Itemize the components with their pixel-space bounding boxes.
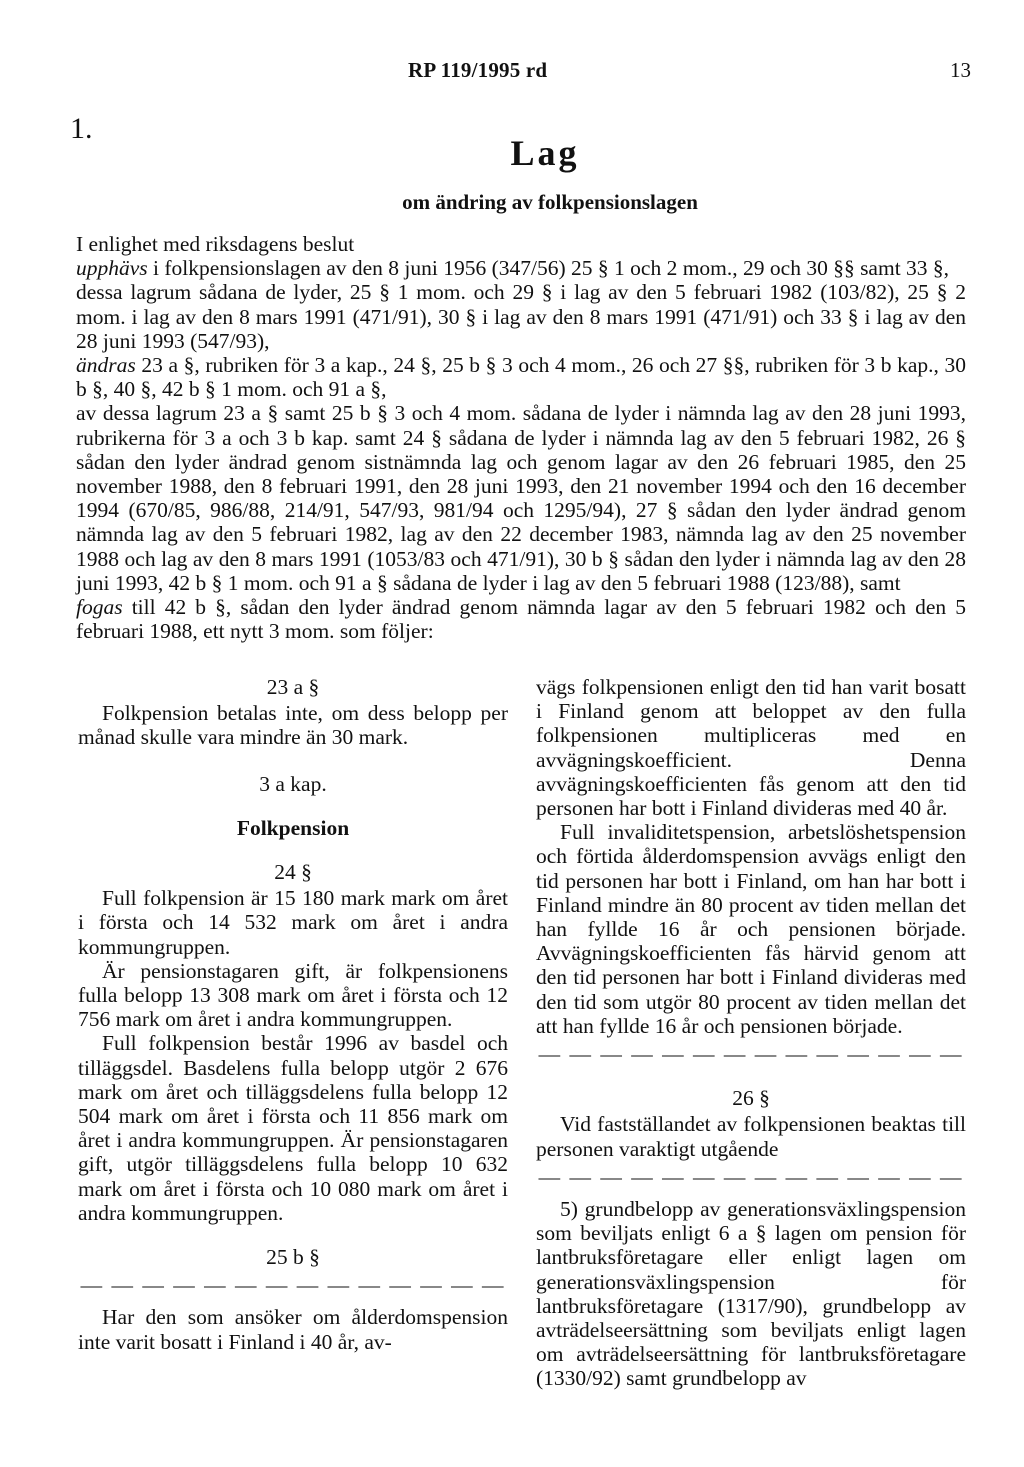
keyword-upphavs: upphävs xyxy=(76,256,148,281)
section-23a-heading: 23 a § xyxy=(266,675,320,699)
law-title: Lag xyxy=(510,133,580,173)
page-number: 13 xyxy=(950,58,971,82)
andras-text: 23 a §, rubriken för 3 a kap., 24 §, 25 b § 3 och 4 mom., 26 och 27 §§, rubriken för 3 b kap., 30 b §, 40 §, 42 b § 1 mom. och 91 a §, xyxy=(76,353,966,402)
upphavs-text: i folkpensionslagen av den 8 juni 1956 (347/56) 25 § 1 och 2 mom., 29 och 30 §§ samt 33 §, xyxy=(147,256,950,281)
omission-line: — — — — — — — — — — — — — — xyxy=(80,1273,506,1298)
omission-line: — — — — — — — — — — — — — — xyxy=(538,1164,964,1189)
section-25b-paragraph-4: Full invaliditetspension, arbetslöshetspension och förtida ålderdomspension avvägs enligt den tid personen har bott i Finland, om han har bott i Finland mindre än 80 procent av tiden mellan det han fyllde 16 år och pensionen började. Avvägningskoefficienten fås härvid genom att den tid personen har bott i Finland divideras med den tid som utgör 80 procent av tiden mellan det att han fyllde 16 år och pensionen började. xyxy=(536,820,966,1038)
preamble-andras-cont: av dessa lagrum 23 a § samt 25 b § 3 och 4 mom. sådana de lyder i nämnda lag av den 28 juni 1993, rubrikerna för 3 a och 3 b kap. samt 24 § sådana de lyder i nämnda lag av den 5 februari 1982, 26 § sådan den lyder ändrad genom sistnämnda lag och genom lagar av den 26 februari 1985, den 25 november 1988, den 8 februari 1991, den 28 juni 1993, den 21 november 1994 och den 16 december 1994 (670/85, 986/88, 214/91, 547/93, 981/94 och 1295/94), 27 § sådan den lyder ändrad genom nämnda lag av den 5 februari 1982, lag av den 22 december 1983, nämnda lag av den 25 november 1988 och lag av den 8 mars 1991 (1053/83 och 471/91), 30 b § sådan den lyder i nämnda lag av den 28 juni 1993, 42 b § 1 mom. och 91 a § sådana de lyder i lag av den 5 februari 1988 (123/88), samt xyxy=(76,401,966,595)
right-column xyxy=(536,675,966,1391)
section-24-paragraph-2: Är pensionstagaren gift, är folkpensionens fulla belopp 13 308 mark om året i första och 12 756 mark om året i andra kommungruppen. xyxy=(78,958,508,1032)
section-23a-text: Folkpension betalas inte, om dess belopp per månad skulle vara mindre än 30 mark. xyxy=(78,701,508,750)
section-26-heading: 26 § xyxy=(732,1086,770,1111)
omission-line: — — — — — — — — — — — — — — xyxy=(538,1042,964,1067)
chapter-3a-heading: 3 a kap. xyxy=(259,771,327,796)
keyword-andras: ändras xyxy=(76,353,136,378)
chapter-title: Folkpension xyxy=(236,815,350,840)
section-24-heading: 24 § xyxy=(274,860,312,885)
preamble-upphavs-cont: dessa lagrum sådana de lyder, 25 § 1 mom. och 29 § i lag av den 5 februari 1982 (103/82), 25 § 2 mom. i lag av den 8 mars 1991 (471/91), 30 § i lag av den 8 mars 1991 (471/91) och 33 § i lag av den 28 juni 1993 (547/93), xyxy=(76,280,966,353)
section-25b-heading: 25 b § xyxy=(266,1245,320,1270)
law-number: 1. xyxy=(70,112,93,145)
preamble-fogas xyxy=(76,595,966,643)
keyword-fogas: fogas xyxy=(76,595,123,620)
section-26-text: Vid fastställandet av folkpensionen beaktas till personen varaktigt utgående xyxy=(536,1112,966,1161)
section-26-item-5: 5) grundbelopp av generationsväxlingspension som beviljats enligt 6 a § lagen om pension för lantbruksföretagare eller enligt lagen om generationsväxlingspension för lantbruksföretagare (1317/90), grundbelopp av avträdelseersättning som beviljats enligt lagen om avträdelseersättning för lantbruksföretagare (1330/92) samt grundbelopp av xyxy=(536,1197,966,1391)
fogas-text: till 42 b §, sådan den lyder ändrad genom nämnda lagar av den 5 februari 1982 och den 5 februari 1988, ett nytt 3 mom. som följer: xyxy=(76,595,966,644)
running-head: RP 119/1995 rd xyxy=(408,58,548,82)
law-subtitle: om ändring av folkpensionslagen xyxy=(402,190,698,214)
preamble-andras xyxy=(76,353,966,401)
section-25b-text: Har den som ansöker om ålderdomspension inte varit bosatt i Finland i 40 år, av- xyxy=(78,1305,508,1354)
section-25b-continuation: vägs folkpensionen enligt den tid han varit bosatt i Finland genom att beloppet av den fulla folkpensionen multipliceras med en avvägningskoefficient. Denna avvägningskoefficienten fås genom att den tid personen har bott i Finland divideras med 40 år. xyxy=(536,675,966,821)
left-column xyxy=(78,675,508,1354)
preamble-intro: I enlighet med riksdagens beslut xyxy=(76,232,355,256)
section-24-paragraph-3: Full folkpension består 1996 av basdel och tilläggsdel. Basdelens fulla belopp utgör 2 676 mark om året och tilläggsdelens fulla belopp 12 504 mark om året i första och 11 856 mark om året i andra kommungruppen. Är pensionstagaren gift, utgör tilläggsdelens fulla belopp 10 632 mark om året i första och 10 080 mark om året i andra kommungruppen. xyxy=(78,1031,508,1225)
section-24-paragraph-1: Full folkpension är 15 180 mark mark om året i första och 14 532 mark om året i andra kommungruppen. xyxy=(78,886,508,959)
preamble xyxy=(76,232,966,643)
preamble-upphavs xyxy=(76,256,966,280)
